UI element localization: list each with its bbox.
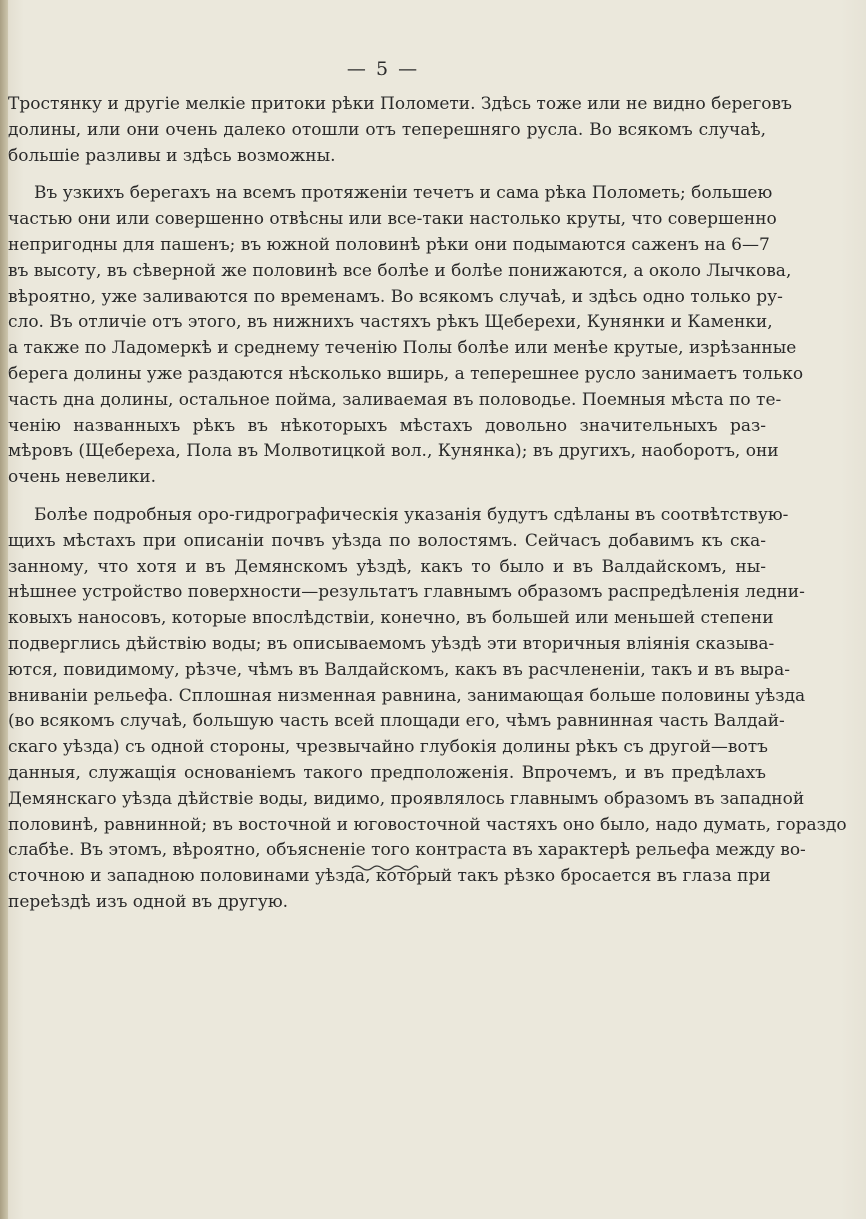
body-text: [8, 92, 847, 928]
text-line: мѣровъ (Щебереха, Пола въ Молвотицкой вол., Кунянка); въ другихъ, наоборотъ, они: [8, 441, 779, 462]
text-line: Демянскаго уѣзда дѣйствіе воды, видимо, проявлялось главнымъ образомъ въ западной: [8, 788, 805, 809]
paragraph-3: [8, 503, 847, 916]
text-line: ются, повидимому, рѣзче, чѣмъ въ Валдайскомъ, какъ въ расчлененіи, такъ и въ выра-: [8, 659, 790, 680]
text-line: часть дна долины, остальное пойма, заливаемая въ половодье. Поемныя мѣста по те-: [8, 389, 782, 410]
text-line: щихъ мѣстахъ при описаніи почвъ уѣзда по волостямъ. Сейчасъ добавимъ къ ска-: [8, 530, 766, 551]
text-line: непригодны для пашенъ; въ южной половинѣ рѣки они подымаются саженъ на 6—7: [8, 234, 770, 255]
text-line: скаго уѣзда) съ одной стороны, чрезвычайно глубокія долины рѣкъ съ другой—вотъ: [8, 737, 768, 758]
text-line: Въ узкихъ берегахъ на всемъ протяженіи течетъ и сама рѣка Полометь; большею: [34, 183, 773, 204]
text-line: данныя, служащія основаніемъ такого предположенія. Впрочемъ, и въ предѣлахъ: [8, 762, 766, 783]
text-line: въ высоту, въ сѣверной же половинѣ все болѣе и болѣе понижаются, а около Лычкова,: [8, 260, 792, 281]
text-line: берега долины уже раздаются нѣсколько вширь, а теперешнее русло занимаетъ только: [8, 363, 804, 384]
text-line: слабѣе. Въ этомъ, вѣроятно, объясненіе того контраста въ характерѣ рельефа между во-: [8, 840, 806, 861]
text-line: ченію названныхъ рѣкъ въ нѣкоторыхъ мѣстахъ довольно значительныхъ раз-: [8, 415, 766, 436]
text-line: сло. Въ отличіе отъ этого, въ нижнихъ частяхъ рѣкъ Щеберехи, Кунянки и Каменки,: [8, 312, 773, 333]
text-line: долины, или они очень далеко отошли отъ теперешняго русла. Во всякомъ случаѣ,: [8, 119, 766, 140]
text-line: а также по Ладомеркѣ и среднему теченію Полы болѣе или менѣе крутые, изрѣзанные: [8, 338, 797, 359]
text-line: занному, что хотя и въ Демянскомъ уѣздѣ, какъ то было и въ Валдайскомъ, ны-: [8, 556, 766, 577]
text-line: Болѣе подробныя оро-гидрографическія указанія будутъ сдѣланы въ соотвѣтствую-: [34, 504, 789, 525]
text-line: половинѣ, равнинной; въ восточной и юговосточной частяхъ оно было, надо думать, гораздо: [8, 814, 847, 835]
page-spine-edge: [0, 0, 8, 1219]
text-line: вниваніи рельефа. Сплошная низменная равнина, занимающая больше половины уѣзда: [8, 685, 806, 706]
text-line: Тростянку и другіе мелкіе притоки рѣки Поломети. Здѣсь тоже или не видно береговъ: [8, 94, 792, 114]
text-line: нѣшнее устройство поверхности—результатъ главнымъ образомъ распредѣленія ледни-: [8, 582, 805, 603]
text-line: сточною и западною половинами уѣзда, который такъ рѣзко бросается въ глаза при: [8, 866, 771, 887]
text-line: ковыхъ наносовъ, которые впослѣдствіи, конечно, въ большей или меньшей степени: [8, 608, 774, 629]
paragraph-2: [8, 181, 804, 491]
paragraph-1: [8, 92, 792, 169]
text-line: переѣздѣ изъ одной въ другую.: [8, 891, 289, 912]
text-line: (во всякомъ случаѣ, большую часть всей площади его, чѣмъ равнинная часть Валдай-: [8, 711, 785, 732]
end-ornament-tilde: [350, 862, 420, 874]
page-number: — 5 —: [346, 58, 420, 80]
text-line: вѣроятно, уже заливаются по временамъ. Во всякомъ случаѣ, и здѣсь одно только ру-: [8, 286, 783, 307]
text-line: очень невелики.: [8, 467, 157, 488]
text-line: подверглись дѣйствію воды; въ описываемомъ уѣздѣ эти вторичныя вліянія сказыва-: [8, 633, 775, 654]
text-line: большіе разливы и здѣсь возможны.: [8, 145, 336, 166]
text-line: частью они или совершенно отвѣсны или все-таки настолько круты, что совершенно: [8, 209, 777, 230]
